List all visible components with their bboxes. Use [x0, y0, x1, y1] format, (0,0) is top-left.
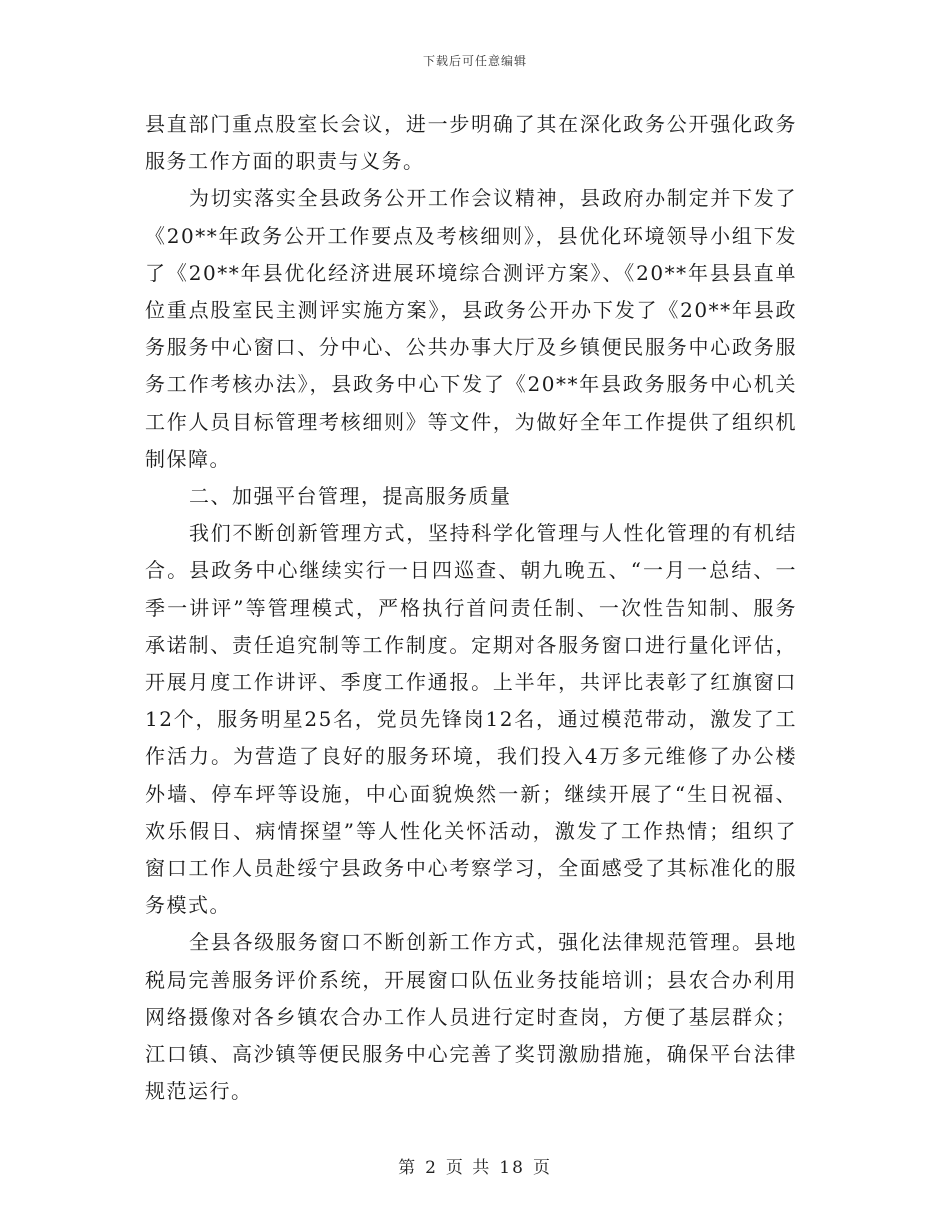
current-page-number: 2 — [425, 1158, 438, 1178]
page-footer — [0, 1153, 950, 1178]
total-page-count: 18 — [499, 1158, 525, 1178]
footer-middle: 页 共 — [445, 1158, 492, 1178]
page-header-note: 下载后可任意编辑 — [422, 54, 527, 68]
section-heading: 二、加强平台管理，提高服务质量 — [189, 484, 512, 509]
paragraph-service-windows: 全县各级服务窗口不断创新工作方式，强化法律规范管理。县地税局完善服务评价系统，开展窗口队伍业务技能培训；县农合办利用网络摄像对各乡镇农合办工作人员进行定时查岗，方便了基层群众；江口镇、高沙镇等便民服务中心完善了奖罚激励措施，确保平台法律规范运行。 — [145, 930, 797, 1104]
document-body — [145, 106, 797, 1110]
paragraph-management-methods: 我们不断创新管理方式，坚持科学化管理与人性化管理的有机结合。县政务中心继续实行一日四巡查、朝九晚五、“一月一总结、一季一讲评”等管理模式，严格执行首问责任制、一次性告知制、服务承诺制、责任追究制等工作制度。定期对各服务窗口进行量化评估，开展月度工作讲评、季度工作通报。上半年，共评比表彰了红旗窗口12个，服务明星25名，党员先锋岗12名，通过模范带动，激发了工作活力。为营造了良好的服务环境，我们投入4万多元维修了办公楼外墙、停车坪等设施，中心面貌焕然一新；继续开展了“生日祝福、欢乐假日、病情探望”等人性化关怀活动，激发了工作热情；组织了窗口工作人员赴绥宁县政务中心考察学习，全面感受了其标准化的服务模式。 — [145, 521, 797, 918]
footer-prefix: 第 — [398, 1158, 418, 1178]
paragraph-continuation: 县直部门重点股室长会议，进一步明确了其在深化政务公开强化政务服务工作方面的职责与义务。 — [145, 112, 797, 174]
footer-suffix: 页 — [532, 1158, 552, 1178]
paragraph-documents-issued: 为切实落实全县政务公开工作会议精神，县政府办制定并下发了《20**年政务公开工作要点及考核细则》，县优化环境领导小组下发了《20**年县优化经济进展环境综合测评方案》、《20**年县县直单位重点股室民主测评实施方案》，县政务公开办下发了《20**年县政务服务中心窗口、分中心、公共办事大厅及乡镇便民服务中心政务服务工作考核办法》，县政务中心下发了《20**年县政务服务中心机关工作人员目标管理考核细则》等文件，为做好全年工作提供了组织机制保障。 — [145, 186, 797, 471]
